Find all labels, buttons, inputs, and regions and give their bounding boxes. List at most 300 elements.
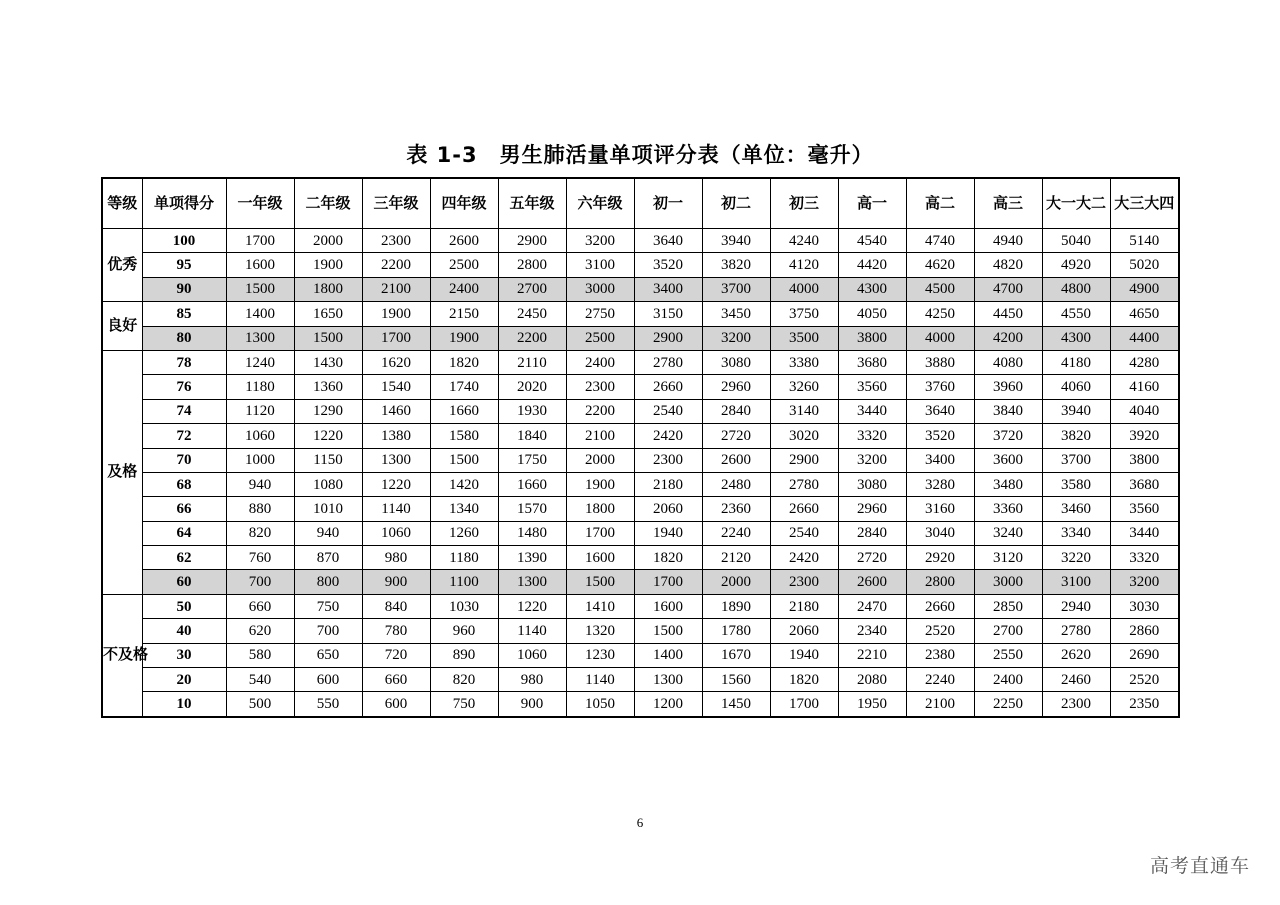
value-cell: 3400 [906,448,974,472]
value-cell: 1650 [294,302,362,326]
value-cell: 940 [226,472,294,496]
header-row [102,178,1179,229]
value-cell: 2860 [1110,619,1179,643]
value-cell: 1660 [430,399,498,423]
value-cell: 3360 [974,497,1042,521]
value-cell: 1200 [634,692,702,717]
table-row [102,448,1179,472]
value-cell: 4540 [838,229,906,253]
value-cell: 4180 [1042,350,1110,374]
score-cell: 70 [142,448,226,472]
value-cell: 2080 [838,668,906,692]
value-cell: 3720 [974,424,1042,448]
value-cell: 3220 [1042,546,1110,570]
value-cell: 1900 [566,472,634,496]
table-row [102,350,1179,374]
value-cell: 3200 [702,326,770,350]
value-cell: 1050 [566,692,634,717]
value-cell: 1540 [362,375,430,399]
table-row [102,692,1179,717]
value-cell: 3040 [906,521,974,545]
value-cell: 2420 [770,546,838,570]
value-cell: 3460 [1042,497,1110,521]
value-cell: 2520 [906,619,974,643]
table-row [102,326,1179,350]
grade-cell: 良好 [102,302,142,351]
value-cell: 3820 [1042,424,1110,448]
value-cell: 2660 [634,375,702,399]
score-cell: 78 [142,350,226,374]
value-cell: 4300 [1042,326,1110,350]
value-cell: 2960 [702,375,770,399]
value-cell: 1220 [362,472,430,496]
header-column: 六年级 [566,178,634,229]
value-cell: 550 [294,692,362,717]
value-cell: 1500 [294,326,362,350]
value-cell: 1360 [294,375,362,399]
value-cell: 2180 [634,472,702,496]
value-cell: 2700 [974,619,1042,643]
value-cell: 870 [294,546,362,570]
value-cell: 1140 [498,619,566,643]
value-cell: 3280 [906,472,974,496]
value-cell: 2540 [770,521,838,545]
score-cell: 10 [142,692,226,717]
value-cell: 620 [226,619,294,643]
value-cell: 3680 [838,350,906,374]
value-cell: 3450 [702,302,770,326]
value-cell: 1700 [226,229,294,253]
value-cell: 4000 [770,277,838,301]
value-cell: 3120 [974,546,1042,570]
value-cell: 3240 [974,521,1042,545]
score-cell: 64 [142,521,226,545]
table-row [102,619,1179,643]
value-cell: 1400 [226,302,294,326]
table-row [102,302,1179,326]
table-row [102,472,1179,496]
value-cell: 1380 [362,424,430,448]
value-cell: 2780 [634,350,702,374]
value-cell: 2000 [566,448,634,472]
value-cell: 2720 [838,546,906,570]
value-cell: 780 [362,619,430,643]
value-cell: 1950 [838,692,906,717]
value-cell: 3940 [1042,399,1110,423]
value-cell: 2200 [566,399,634,423]
score-cell: 72 [142,424,226,448]
header-column: 四年级 [430,178,498,229]
value-cell: 2180 [770,594,838,618]
value-cell: 1780 [702,619,770,643]
value-cell: 2450 [498,302,566,326]
table-body [102,229,1179,717]
value-cell: 3520 [906,424,974,448]
value-cell: 1300 [498,570,566,594]
value-cell: 3500 [770,326,838,350]
value-cell: 1700 [634,570,702,594]
value-cell: 2620 [1042,643,1110,667]
score-cell: 20 [142,668,226,692]
value-cell: 1340 [430,497,498,521]
value-cell: 3160 [906,497,974,521]
score-cell: 76 [142,375,226,399]
value-cell: 3840 [974,399,1042,423]
value-cell: 1500 [430,448,498,472]
value-cell: 4420 [838,253,906,277]
value-cell: 3560 [838,375,906,399]
value-cell: 2200 [498,326,566,350]
header-column: 高三 [974,178,1042,229]
value-cell: 3440 [838,399,906,423]
value-cell: 2210 [838,643,906,667]
value-cell: 4900 [1110,277,1179,301]
value-cell: 2150 [430,302,498,326]
header-column: 三年级 [362,178,430,229]
value-cell: 3030 [1110,594,1179,618]
value-cell: 2780 [1042,619,1110,643]
value-cell: 1740 [430,375,498,399]
value-cell: 2400 [974,668,1042,692]
value-cell: 2800 [906,570,974,594]
header-column: 二年级 [294,178,362,229]
value-cell: 1500 [566,570,634,594]
value-cell: 1840 [498,424,566,448]
value-cell: 3560 [1110,497,1179,521]
value-cell: 3320 [1110,546,1179,570]
value-cell: 1390 [498,546,566,570]
value-cell: 820 [430,668,498,692]
value-cell: 2600 [702,448,770,472]
value-cell: 1800 [566,497,634,521]
value-cell: 1460 [362,399,430,423]
score-cell: 68 [142,472,226,496]
value-cell: 1000 [226,448,294,472]
value-cell: 820 [226,521,294,545]
value-cell: 1230 [566,643,634,667]
watermark: 高考直通车 [1149,855,1250,877]
value-cell: 1580 [430,424,498,448]
value-cell: 1080 [294,472,362,496]
value-cell: 4120 [770,253,838,277]
value-cell: 1700 [770,692,838,717]
value-cell: 3960 [974,375,1042,399]
value-cell: 2300 [1042,692,1110,717]
value-cell: 4740 [906,229,974,253]
value-cell: 2960 [838,497,906,521]
header-column: 大三大四 [1110,178,1179,229]
value-cell: 2850 [974,594,1042,618]
value-cell: 1060 [362,521,430,545]
value-cell: 3580 [1042,472,1110,496]
value-cell: 500 [226,692,294,717]
value-cell: 2110 [498,350,566,374]
value-cell: 760 [226,546,294,570]
table-row [102,399,1179,423]
score-cell: 66 [142,497,226,521]
value-cell: 3680 [1110,472,1179,496]
value-cell: 2000 [294,229,362,253]
value-cell: 4550 [1042,302,1110,326]
value-cell: 3200 [566,229,634,253]
value-cell: 1940 [770,643,838,667]
value-cell: 2550 [974,643,1042,667]
value-cell: 1820 [634,546,702,570]
value-cell: 1500 [226,277,294,301]
value-cell: 1420 [430,472,498,496]
header-grade: 等级 [102,178,142,229]
table-row [102,497,1179,521]
value-cell: 2720 [702,424,770,448]
value-cell: 3700 [1042,448,1110,472]
table-row [102,277,1179,301]
value-cell: 3000 [974,570,1042,594]
value-cell: 5020 [1110,253,1179,277]
value-cell: 5140 [1110,229,1179,253]
value-cell: 2460 [1042,668,1110,692]
page-number: 6 [636,815,644,830]
value-cell: 4060 [1042,375,1110,399]
value-cell: 2360 [702,497,770,521]
value-cell: 800 [294,570,362,594]
score-cell: 100 [142,229,226,253]
value-cell: 960 [430,619,498,643]
table-row [102,668,1179,692]
score-cell: 30 [142,643,226,667]
value-cell: 2200 [362,253,430,277]
value-cell: 650 [294,643,362,667]
value-cell: 3480 [974,472,1042,496]
value-cell: 2700 [498,277,566,301]
value-cell: 1930 [498,399,566,423]
value-cell: 1320 [566,619,634,643]
value-cell: 720 [362,643,430,667]
header-column: 高一 [838,178,906,229]
grade-cell: 及格 [102,350,142,594]
value-cell: 2800 [498,253,566,277]
value-cell: 1560 [702,668,770,692]
value-cell: 2750 [566,302,634,326]
value-cell: 4400 [1110,326,1179,350]
value-cell: 2500 [566,326,634,350]
value-cell: 2000 [702,570,770,594]
table-row [102,643,1179,667]
value-cell: 1430 [294,350,362,374]
value-cell: 1140 [362,497,430,521]
value-cell: 3520 [634,253,702,277]
value-cell: 3640 [906,399,974,423]
value-cell: 4800 [1042,277,1110,301]
value-cell: 1300 [362,448,430,472]
value-cell: 2340 [838,619,906,643]
header-column: 大一大二 [1042,178,1110,229]
grade-cell: 优秀 [102,229,142,302]
value-cell: 2660 [906,594,974,618]
value-cell: 1750 [498,448,566,472]
value-cell: 1290 [294,399,362,423]
table-row [102,594,1179,618]
score-cell: 90 [142,277,226,301]
value-cell: 4940 [974,229,1042,253]
value-cell: 660 [226,594,294,618]
value-cell: 3200 [838,448,906,472]
value-cell: 1260 [430,521,498,545]
value-cell: 1570 [498,497,566,521]
value-cell: 2300 [362,229,430,253]
value-cell: 700 [294,619,362,643]
value-cell: 3800 [1110,448,1179,472]
value-cell: 2660 [770,497,838,521]
value-cell: 3020 [770,424,838,448]
score-cell: 60 [142,570,226,594]
value-cell: 5040 [1042,229,1110,253]
value-cell: 1060 [226,424,294,448]
value-cell: 840 [362,594,430,618]
score-cell: 62 [142,546,226,570]
value-cell: 3200 [1110,570,1179,594]
value-cell: 1700 [566,521,634,545]
value-cell: 1180 [226,375,294,399]
value-cell: 4620 [906,253,974,277]
value-cell: 3800 [838,326,906,350]
value-cell: 2900 [498,229,566,253]
value-cell: 1060 [498,643,566,667]
header-column: 初三 [770,178,838,229]
value-cell: 980 [498,668,566,692]
table-row [102,570,1179,594]
value-cell: 2300 [566,375,634,399]
value-cell: 750 [294,594,362,618]
value-cell: 3820 [702,253,770,277]
value-cell: 2420 [634,424,702,448]
value-cell: 2020 [498,375,566,399]
value-cell: 3400 [634,277,702,301]
value-cell: 4040 [1110,399,1179,423]
value-cell: 580 [226,643,294,667]
value-cell: 900 [498,692,566,717]
value-cell: 2520 [1110,668,1179,692]
value-cell: 4280 [1110,350,1179,374]
value-cell: 4050 [838,302,906,326]
value-cell: 1670 [702,643,770,667]
value-cell: 3340 [1042,521,1110,545]
value-cell: 1600 [566,546,634,570]
value-cell: 2920 [906,546,974,570]
table-row [102,375,1179,399]
value-cell: 3440 [1110,521,1179,545]
value-cell: 3640 [634,229,702,253]
value-cell: 2600 [838,570,906,594]
value-cell: 1900 [362,302,430,326]
grade-cell: 不及格 [102,594,142,716]
value-cell: 3140 [770,399,838,423]
value-cell: 880 [226,497,294,521]
value-cell: 4920 [1042,253,1110,277]
value-cell: 600 [362,692,430,717]
value-cell: 3000 [566,277,634,301]
value-cell: 2600 [430,229,498,253]
score-cell: 40 [142,619,226,643]
value-cell: 3080 [838,472,906,496]
value-cell: 2380 [906,643,974,667]
value-cell: 4250 [906,302,974,326]
header-column: 五年级 [498,178,566,229]
value-cell: 3600 [974,448,1042,472]
value-cell: 1900 [294,253,362,277]
table-row [102,424,1179,448]
value-cell: 2690 [1110,643,1179,667]
value-cell: 2900 [634,326,702,350]
table-row [102,229,1179,253]
value-cell: 4820 [974,253,1042,277]
header-column: 一年级 [226,178,294,229]
value-cell: 4700 [974,277,1042,301]
value-cell: 1180 [430,546,498,570]
value-cell: 2240 [906,668,974,692]
value-cell: 1140 [566,668,634,692]
value-cell: 1480 [498,521,566,545]
value-cell: 3380 [770,350,838,374]
value-cell: 1500 [634,619,702,643]
table-row [102,253,1179,277]
value-cell: 2840 [702,399,770,423]
value-cell: 1800 [294,277,362,301]
value-cell: 4500 [906,277,974,301]
score-cell: 95 [142,253,226,277]
value-cell: 3320 [838,424,906,448]
value-cell: 700 [226,570,294,594]
score-cell: 80 [142,326,226,350]
value-cell: 2060 [770,619,838,643]
value-cell: 2250 [974,692,1042,717]
value-cell: 1600 [634,594,702,618]
value-cell: 4000 [906,326,974,350]
value-cell: 2300 [770,570,838,594]
value-cell: 2500 [430,253,498,277]
value-cell: 3080 [702,350,770,374]
value-cell: 4200 [974,326,1042,350]
value-cell: 1450 [702,692,770,717]
value-cell: 1300 [634,668,702,692]
value-cell: 1220 [294,424,362,448]
value-cell: 2840 [838,521,906,545]
table-row [102,546,1179,570]
value-cell: 1030 [430,594,498,618]
value-cell: 2780 [770,472,838,496]
score-cell: 85 [142,302,226,326]
value-cell: 2940 [1042,594,1110,618]
value-cell: 3700 [702,277,770,301]
value-cell: 2350 [1110,692,1179,717]
value-cell: 4080 [974,350,1042,374]
lung-capacity-score-table [101,177,1180,718]
value-cell: 540 [226,668,294,692]
value-cell: 2060 [634,497,702,521]
header-column: 初二 [702,178,770,229]
score-cell: 74 [142,399,226,423]
value-cell: 3100 [566,253,634,277]
value-cell: 1240 [226,350,294,374]
value-cell: 980 [362,546,430,570]
value-cell: 1900 [430,326,498,350]
header-column: 初一 [634,178,702,229]
value-cell: 890 [430,643,498,667]
value-cell: 4240 [770,229,838,253]
value-cell: 2400 [566,350,634,374]
table-row [102,521,1179,545]
value-cell: 1600 [226,253,294,277]
value-cell: 3150 [634,302,702,326]
